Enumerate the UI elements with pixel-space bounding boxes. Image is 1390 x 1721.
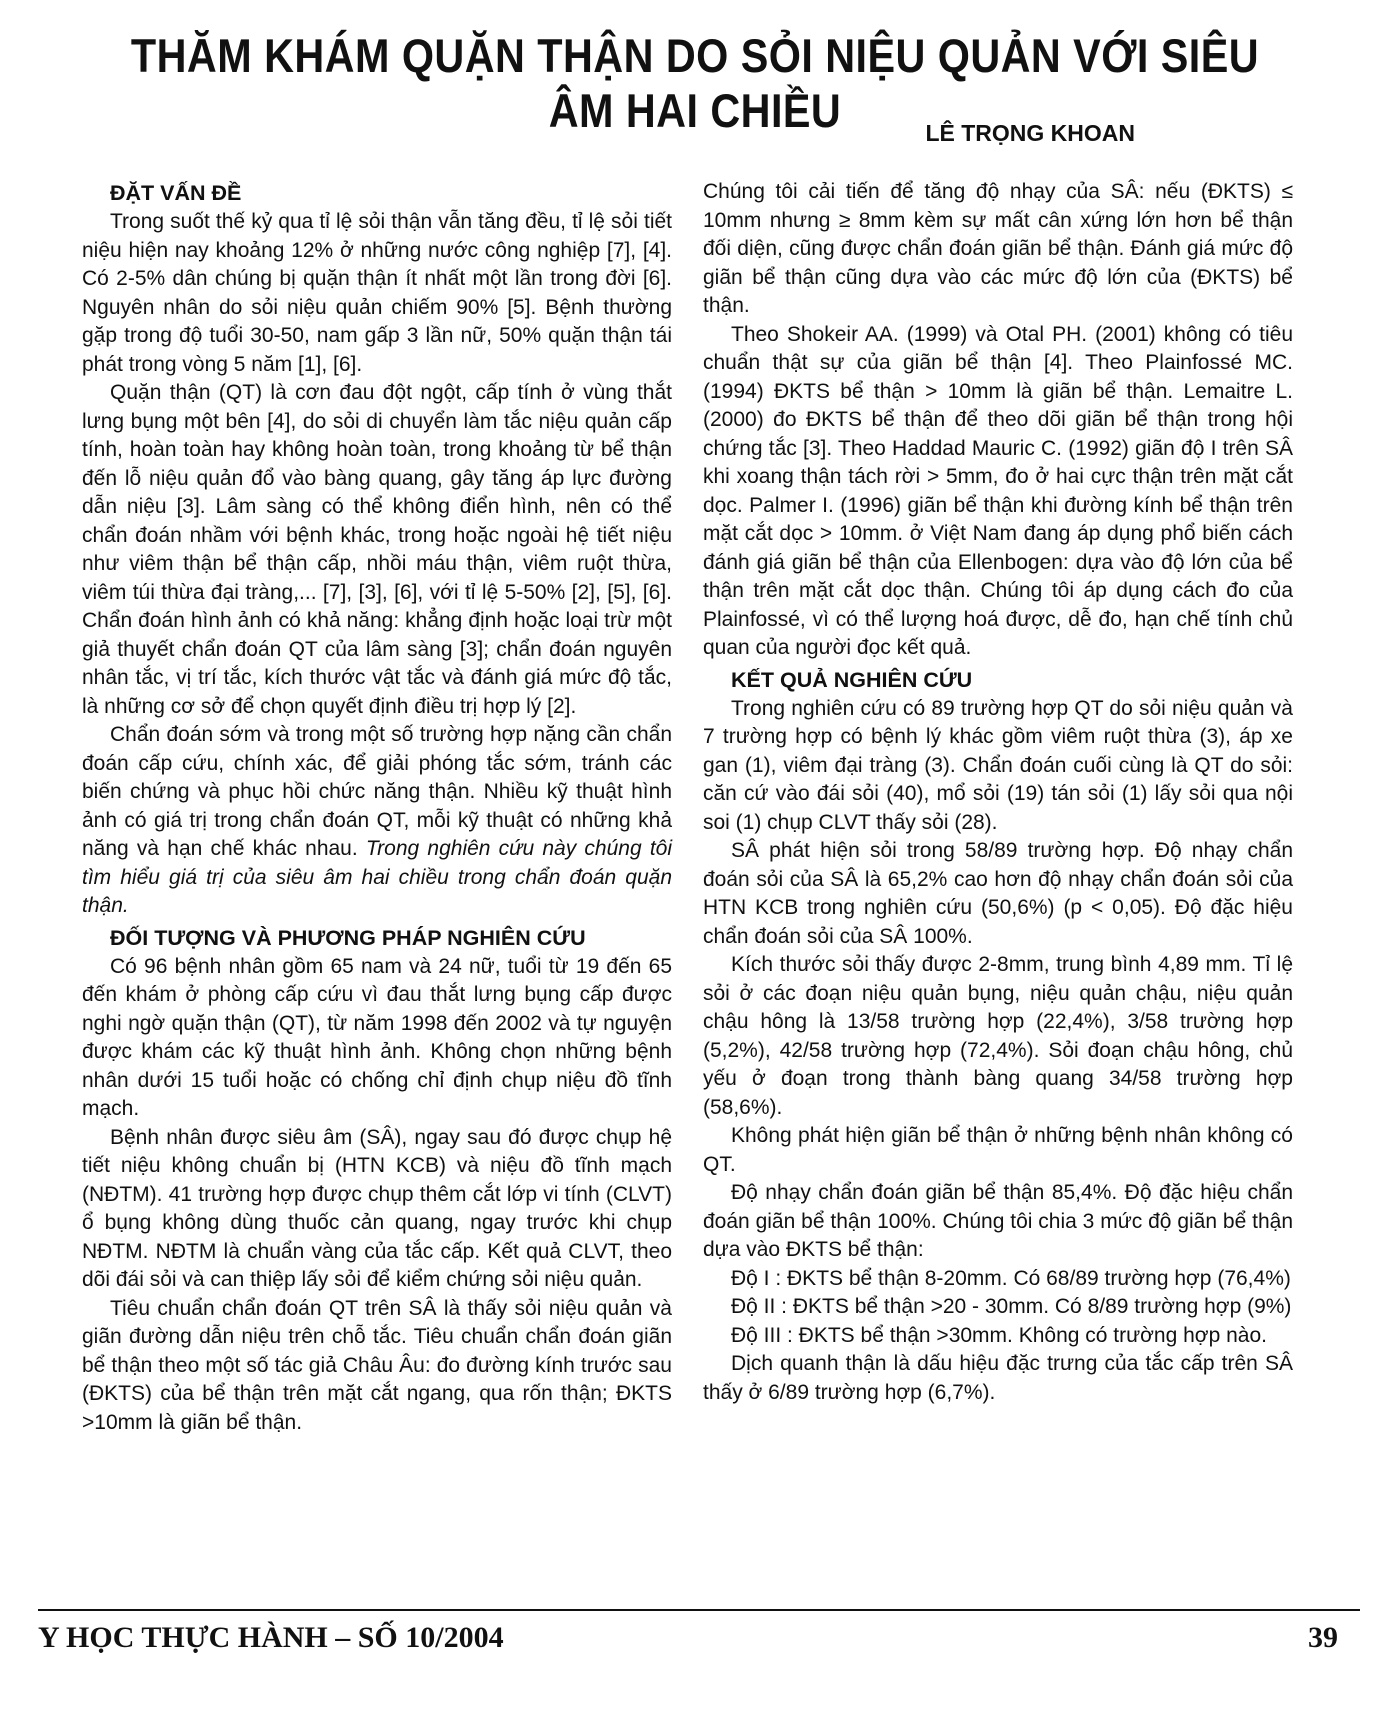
section-heading-introduction: ĐẶT VẤN ĐỀ [110, 181, 242, 205]
grade-item: Độ II : ĐKTS bể thận >20 - 30mm. Có 8/89 trường hợp (9%) [731, 1295, 1292, 1318]
page-number: 39 [1308, 1621, 1338, 1654]
paragraph: Dịch quanh thận là dấu hiệu đặc trưng của tắc cấp trên SÂ thấy ở 6/89 trường hợp (6,7%). [703, 1352, 1293, 1404]
paragraph: Chúng tôi cải tiến để tăng độ nhạy của SÂ: nếu (ĐKTS) ≤ 10mm nhưng ≥ 8mm kèm sự mất cân xứng lớn hơn bể thận đối diện, cũng được chẩn đoán giãn bể thận. Đánh giá mức độ giãn bể thận cũng dựa vào các mức độ lớn của (ĐKTS) bể thận. [703, 180, 1293, 317]
paragraph: Kích thước sỏi thấy được 2-8mm, trung bình 4,89 mm. Tỉ lệ sỏi ở các đoạn niệu quản bụng, niệu quản chậu, niệu quản chậu hông là 13/58 trường hợp (22,4%), 3/58 trường hợp (5,2%), 42/58 trường hợp (72,4%). Sỏi đoạn chậu hông, chủ yếu ở đoạn trong thành bàng quang 34/58 trường hợp (58,6%). [703, 953, 1293, 1119]
paragraph: Quặn thận (QT) là cơn đau đột ngột, cấp tính ở vùng thắt lưng bụng một bên [4], do sỏi di chuyển làm tắc niệu quản cấp tính, hoàn toàn hay không hoàn toàn, trong khoảng từ bể thận đến lỗ niệu quản đổ vào bàng quang, gây tăng áp lực đường dẫn niệu [3]. Lâm sàng có thể không điển hình, nên có thể chẩn đoán nhầm với bệnh khác, trong hoặc ngoài hệ tiết niệu như viêm thận bể thận cấp, nhồi máu thận, viêm ruột thừa, viêm túi thừa đại tràng,... [7], [3], [6], với tỉ lệ 5-50% [2], [5], [6]. Chẩn đoán hình ảnh có khả năng: khẳng định hoặc loại trừ một giả thuyết chẩn đoán QT của lâm sàng [3]; chẩn đoán nguyên nhân tắc, vị trí tắc, kích thước vật tắc và đánh giá mức độ tắc, là những cơ sở để chọn quyết định điều trị hợp lý [2]. [82, 381, 672, 718]
author-name: LÊ TRỌNG KHOAN [925, 120, 1135, 146]
grade-item: Độ I : ĐKTS bể thận 8-20mm. Có 68/89 trường hợp (76,4%) [731, 1266, 1291, 1290]
paragraph-text: Chẩn đoán sớm và trong một số trường hợp nặng cần chẩn đoán cấp cứu, chính xác, để giải phóng tắc sớm, tránh các biến chứng và phục hồi chức năng thận. Nhiều kỹ thuật hình ảnh có giá trị trong chẩn đoán QT, mỗi kỹ thuật có những khả năng và hạn chế khác nhau. [82, 723, 672, 860]
paragraph: Tiêu chuẩn chẩn đoán QT trên SÂ là thấy sỏi niệu quản và giãn đường dẫn niệu trên chỗ tắc. Tiêu chuẩn chẩn đoán giãn bể thận theo một số tác giả Châu Âu: đo đường kính trước sau (ĐKTS) của bể thận trên mặt cắt ngang, qua rốn thận; ĐKTS >10mm là giãn bể thận. [82, 1296, 672, 1434]
paragraph: Có 96 bệnh nhân gồm 65 nam và 24 nữ, tuổi từ 19 đến 65 đến khám ở phòng cấp cứu vì đau thắt lưng bụng cấp được nghi ngờ quặn thận (QT), từ năm 1998 đến 2002 và tự nguyện được khám các kỹ thuật hình ảnh. Không chọn những bệnh nhân dưới 15 tuổi hoặc có chống chỉ định chụp niệu đồ tĩnh mạch. [82, 954, 672, 1120]
paragraph [82, 721, 672, 921]
left-column [82, 178, 672, 1437]
footer-divider [38, 1609, 1360, 1611]
right-column [703, 178, 1293, 1407]
section-heading-results: KẾT QUẢ NGHIÊN CỨU [731, 667, 973, 692]
paragraph-italic-text: Trong nghiên cứu này chúng tôi tìm hiểu giá trị của siêu âm hai chiều trong chẩn đoán quặn thận. [82, 837, 673, 917]
paragraph: Độ nhạy chẩn đoán giãn bể thận 85,4%. Độ đặc hiệu chẩn đoán giãn bể thận 100%. Chúng tôi chia 3 mức độ giãn bể thận dựa vào ĐKTS bể thận: [703, 1181, 1293, 1261]
paragraph: Bệnh nhân được siêu âm (SÂ), ngay sau đó được chụp hệ tiết niệu không chuẩn bị (HTN KCB) và niệu đồ tĩnh mạch (NĐTM). 41 trường hợp được chụp thêm cắt lớp vi tính (CLVT) ổ bụng không dùng thuốc cản quang, ngay trước khi chụp NĐTM. NĐTM là chuẩn vàng của tắc cấp. Kết quả CLVT, theo dõi đái sỏi và can thiệp lấy sỏi để kiểm chứng sỏi niệu quản. [82, 1125, 672, 1291]
paragraph: Theo Shokeir AA. (1999) và Otal PH. (2001) không có tiêu chuẩn thật sự của giãn bể thận [4]. Theo Plainfossé MC. (1994) ĐKTS bể thận > 10mm là giãn bể thận. Lemaitre L. (2000) đo ĐKTS bể thận để theo dõi giãn bể thận trong hội chứng tắc [3]. Theo Haddad Mauric C. (1992) giãn độ I trên SÂ khi xoang thận tách rời > 5mm, đo ở hai cực thận trên mặt cắt dọc. Palmer I. (1996) giãn bể thận khi đường kính bể thận trên mặt cắt dọc > 10mm. ở Việt Nam đang áp dụng phổ biến cách đánh giá giãn bể thận của Ellenbogen: dựa vào độ lớn của bể thận trên mặt cắt dọc thận. Chúng tôi áp dụng cách đo của Plainfossé, vì có thể lượng hoá được, dễ đo, hạn chế tính chủ quan của người đọc kết quả. [703, 322, 1293, 659]
paragraph: SÂ phát hiện sỏi trong 58/89 trường hợp. Độ nhạy chẩn đoán sỏi của SÂ là 65,2% cao hơn độ nhạy chẩn đoán sỏi của HTN KCB trong nghiên cứu (50,6%) (p < 0,05). Độ đặc hiệu chẩn đoán sỏi của SÂ 100%. [703, 839, 1293, 948]
paragraph: Trong nghiên cứu có 89 trường hợp QT do sỏi niệu quản và 7 trường hợp có bệnh lý khác gồm viêm ruột thừa (3), áp xe gan (1), viêm đại tràng (3). Chẩn đoán cuối cùng là QT do sỏi: căn cứ vào đái sỏi (40), mổ sỏi (19) tán sỏi (1) lấy sỏi qua nội soi (1) chụp CLVT thấy sỏi (28). [703, 696, 1293, 834]
grade-item: Độ III : ĐKTS bể thận >30mm. Không có trường hợp nào. [731, 1323, 1267, 1347]
paragraph: Trong suốt thế kỷ qua tỉ lệ sỏi thận vẫn tăng đều, tỉ lệ sỏi tiết niệu hiện nay khoảng 12% ở những nước công nghiệp [7], [4]. Có 2-5% dân chúng bị quặn thận ít nhất một lần trong đời [6]. Nguyên nhân do sỏi niệu quản chiếm 90% [5]. Bệnh thường gặp trong độ tuổi 30-50, nam gấp 3 lần nữ, 50% quặn thận tái phát trong vòng 5 năm [1], [6]. [82, 210, 672, 376]
paragraph: Không phát hiện giãn bể thận ở những bệnh nhân không có QT. [703, 1124, 1293, 1176]
section-heading-methods: ĐỐI TƯỢNG VÀ PHƯƠNG PHÁP NGHIÊN CỨU [110, 925, 586, 950]
journal-name: Y HỌC THỰC HÀNH – SỐ 10/2004 [38, 1621, 504, 1654]
article-title: THĂM KHÁM QUẶN THẬN DO SỎI NIỆU QUẢN VỚI SIÊU ÂM HAI CHIỀU [130, 29, 1260, 137]
